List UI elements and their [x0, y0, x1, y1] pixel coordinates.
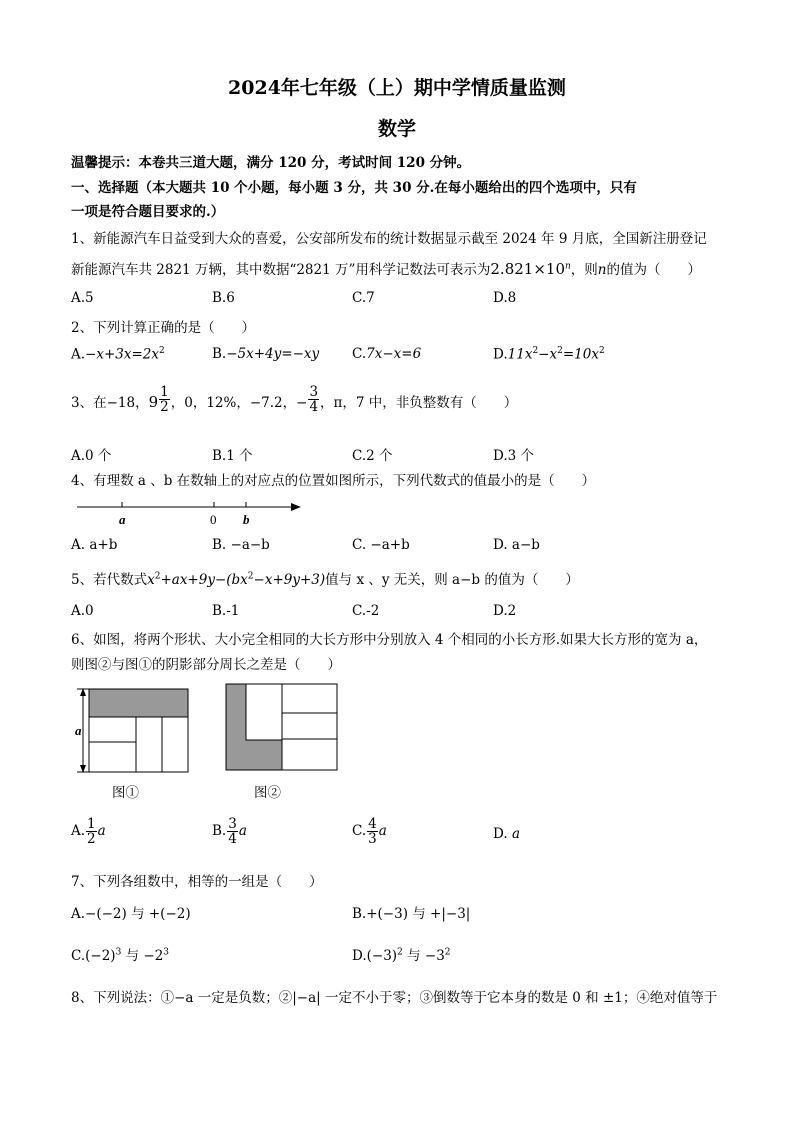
q4-option-a: A. a+b [71, 537, 118, 553]
q7-option-b: B.+(−3) 与 +|−3| [352, 906, 471, 922]
subject-title: 数学 [377, 118, 416, 140]
q1-option-a: A.5 [71, 290, 94, 306]
q6-line2: 则图②与图①的阴影部分周长之差是（ ） [71, 657, 341, 673]
q2-option-a: $A.-x+3x=2x^2$ [71, 346, 165, 363]
q6-option-d: D. a [493, 826, 520, 842]
q6-option-c: C. $\frac{4}{3}$ a [352, 816, 387, 848]
q7-option-a: A.−(−2) 与 +(−2) [71, 906, 191, 922]
figure-1-label: 图① [112, 785, 139, 801]
axis-label-b: b [243, 512, 250, 527]
q2-option-d: $D.11x^2-x^2=10x^2$ [493, 346, 605, 363]
q8-line: 8、下列说法：①−a 一定是负数；②|−a| 一定不小于零；③倒数等于它本身的数是 0 和 ±1；④绝对值等于 [71, 990, 718, 1006]
q7-option-c: $C.(-2)^3$ 与 $-2^3$ [71, 947, 170, 964]
q2-option-b: B.−5x+4y=−xy [212, 346, 320, 362]
q1-option-c: C.7 [352, 290, 375, 306]
q7-stem: 7、下列各组数中，相等的一组是（ ） [71, 874, 323, 890]
q4-stem: 4、有理数 a 、b 在数轴上的对应点的位置如图所示，下列代数式的值最小的是（ ） [71, 473, 596, 489]
figure-1-shaded-strip [89, 689, 188, 717]
q3-option-b: B.1 个 [212, 448, 253, 464]
q4-option-b: B. −a−b [212, 537, 270, 553]
q1-option-d: D.8 [493, 290, 517, 306]
figure-1-side-label: a [75, 723, 82, 738]
section1-heading-line1: 一、选择题（本大题共 10 个小题，每小题 3 分，共 30 分.在每小题给出的四个选项中，只有 [71, 180, 637, 196]
q3-option-a: A.0 个 [71, 448, 112, 464]
q5-option-c: C.-2 [352, 603, 380, 619]
q1-line1: 1、新能源汽车日益受到大众的喜爱，公安部所发布的统计数据显示截至 2024 年 9 月底，全国新注册登记 [71, 231, 707, 247]
q3-option-d: D.3 个 [493, 448, 535, 464]
q1-option-b: B.6 [212, 290, 235, 306]
q6-option-b: B. $\frac{3}{4}$ a [212, 816, 247, 848]
q6-line1: 6、如图，将两个形状、大小完全相同的大长方形中分别放入 4 个相同的小长方形.如果大长方形的宽为 a， [71, 632, 708, 648]
q5-option-a: A.0 [71, 603, 94, 619]
axis-label-a: a [119, 512, 126, 527]
figure-2 [224, 683, 340, 773]
q4-option-c: C. −a+b [352, 537, 410, 553]
q4-option-d: D. a−b [493, 537, 540, 553]
figure-1 [72, 687, 192, 775]
section1-heading-line2: 一项是符合题目要求的.） [71, 204, 225, 220]
notice: 温馨提示：本卷共三道大题，满分 120 分，考试时间 120 分钟。 [71, 155, 471, 171]
figure-2-label: 图② [254, 785, 281, 801]
q3-option-c: C.2 个 [352, 448, 393, 464]
q1-line2: 新能源汽车共 2821 万辆，其中数据“2821 万”用科学记数法可表示为$2.821\times 10^n$，则n的值为（ ） [71, 260, 701, 278]
axis-label-zero: 0 [210, 512, 217, 527]
exam-title: 2024年七年级（上）期中学情质量监测 [228, 77, 566, 99]
q6-option-a: A. $\frac{1}{2}$ a [71, 816, 106, 848]
figure-2-vertical-rect [246, 684, 282, 740]
q3-stem: 3、在−18，9 $\frac{1}{2}$ ，0，12%，−7.2，− $\frac{3}{4}$ ，π，7 中，非负整数有（ ） [71, 383, 518, 415]
q2-option-c: C.7x−x=6 [352, 346, 422, 362]
q2-stem: 2、下列计算正确的是（ ） [71, 320, 256, 336]
q5-stem: 5、若代数式$x^2+ax+9y-(bx^2-x+9y+3)$值与 x 、y 无关，则 a−b 的值为（ ） [71, 571, 579, 588]
q5-option-b: B.-1 [212, 603, 240, 619]
q7-option-d: $D.(-3)^2$ 与 $-3^2$ [352, 947, 451, 964]
q5-option-d: D.2 [493, 603, 517, 619]
number-line [75, 497, 305, 529]
